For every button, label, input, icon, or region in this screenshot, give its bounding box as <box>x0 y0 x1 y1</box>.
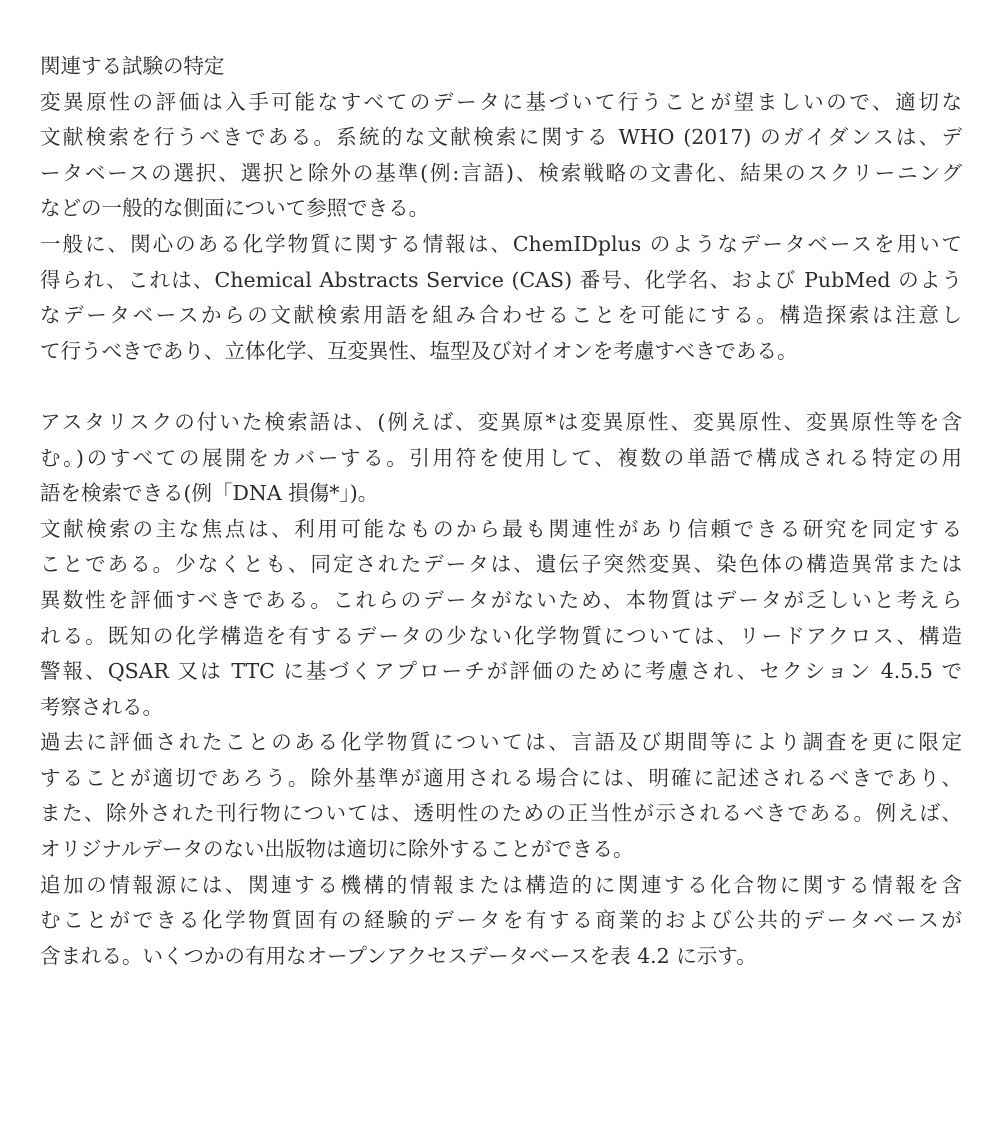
text-line: 警報、QSAR 又は TTC に基づくアプローチが評価のために考慮され、セクション 4.5.5 で <box>40 659 962 684</box>
text-line: なデータベースからの文献検索用語を組み合わせることを可能にする。構造探索は注意し <box>40 303 962 328</box>
text-line: などの一般的な側面について参照できる。 <box>40 196 430 221</box>
paragraph-1 <box>40 85 962 227</box>
text-line: 語を検索できる(例「DNA 損傷*」)。 <box>40 481 379 506</box>
paragraph-4 <box>40 512 962 726</box>
blank-line-spacer <box>40 369 962 405</box>
text-line: 追加の情報源には、関連する機構的情報または構造的に関連する化合物に関する情報を含 <box>40 872 962 897</box>
text-line: することが適切であろう。除外基準が適用される場合には、明確に記述されるべきであり、 <box>40 765 962 790</box>
text-line: 文献検索の主な焦点は、利用可能なものから最も関連性があり信頼できる研究を同定する <box>40 516 962 541</box>
text-line: 異数性を評価すべきである。これらのデータがないため、本物質はデータが乏しいと考えら <box>40 587 962 612</box>
text-line: 考察される。 <box>40 694 163 719</box>
paragraph-5 <box>40 725 962 867</box>
paragraph-2 <box>40 227 962 369</box>
text-line: て行うべきであり、立体化学、互変異性、塩型及び対イオンを考慮すべきである。 <box>40 338 798 363</box>
paragraph-6 <box>40 868 962 975</box>
text-line: アスタリスクの付いた検索語は、(例えば、変異原*は変異原性、変異原性、変異原性等を含 <box>40 409 962 434</box>
text-line: 変異原性の評価は入手可能なすべてのデータに基づいて行うことが望ましいので、適切な <box>40 89 962 114</box>
text-line: また、除外された刊行物については、透明性のための正当性が示されるべきである。例えば、 <box>40 801 962 826</box>
text-line: 得られ、これは、Chemical Abstracts Service (CAS) 番号、化学名、および PubMed のよう <box>40 267 962 292</box>
text-line: む。)のすべての展開をカバーする。引用符を使用して、複数の単語で構成される特定の用 <box>40 445 962 470</box>
text-line: ータベースの選択、選択と除外の基準(例:言語)、検索戦略の文書化、結果のスクリーニング <box>40 160 962 185</box>
text-line: 一般に、関心のある化学物質に関する情報は、ChemIDplus のようなデータベースを用いて <box>40 231 962 256</box>
text-line: 文献検索を行うべきである。系統的な文献検索に関する WHO (2017) のガイダンスは、デ <box>40 125 962 150</box>
text-line: オリジナルデータのない出版物は適切に除外することができる。 <box>40 837 634 862</box>
paragraph-3 <box>40 405 962 512</box>
text-line: 含まれる。いくつかの有用なオープンアクセスデータベースを表 4.2 に示す。 <box>40 943 757 968</box>
text-line: 過去に評価されたことのある化学物質については、言語及び期間等により調査を更に限定 <box>40 730 962 755</box>
text-line: ことである。少なくとも、同定されたデータは、遺伝子突然変異、染色体の構造異常または <box>40 552 962 577</box>
section-heading: 関連する試験の特定 <box>40 54 225 78</box>
text-line: れる。既知の化学構造を有するデータの少ない化学物質については、リードアクロス、構造 <box>40 623 962 648</box>
text-line: むことができる化学物質固有の経験的データを有する商業的および公共的データベースが <box>40 908 962 933</box>
